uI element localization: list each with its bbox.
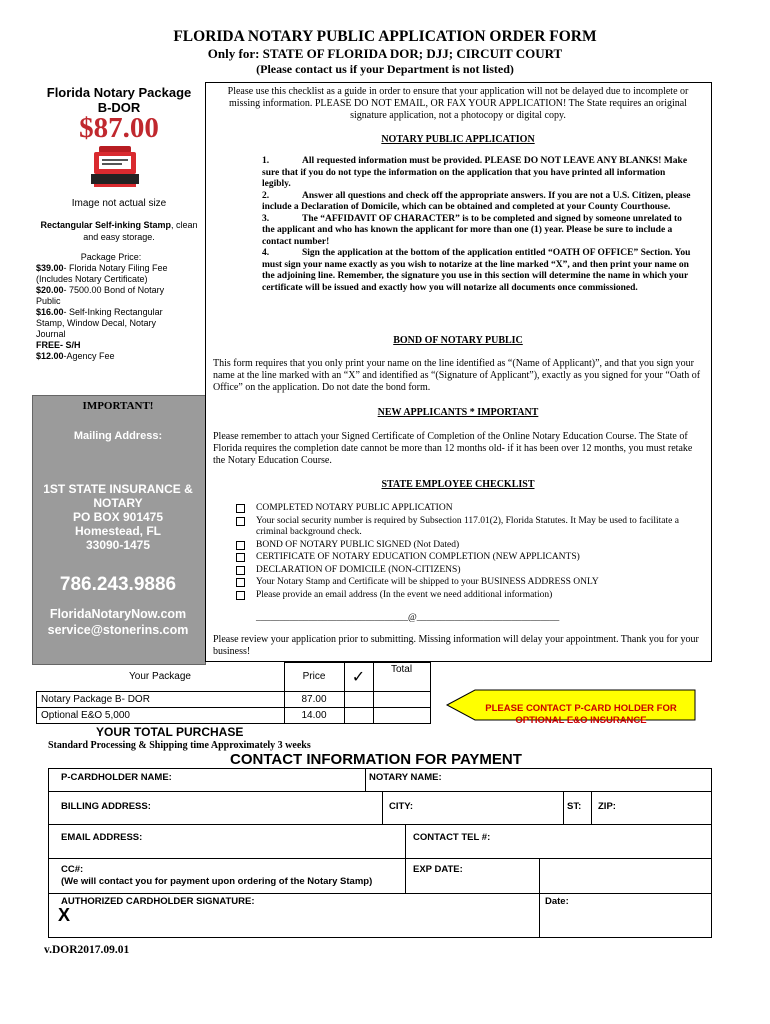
state-field[interactable]: ST:	[567, 801, 582, 812]
stamp-image	[90, 144, 140, 189]
agency-address-line1: PO BOX 901475	[72, 510, 164, 524]
agency-address	[32, 482, 204, 552]
exp-date-field[interactable]: EXP DATE:	[413, 864, 463, 875]
cc-note: (We will contact you for payment upon ordering of the Notary Stamp)	[61, 876, 373, 887]
total-purchase-label: YOUR TOTAL PURCHASE	[96, 725, 244, 739]
agency-phone[interactable]: 786.243.9886	[59, 574, 177, 595]
city-field[interactable]: CITY:	[389, 801, 414, 812]
table-row	[37, 707, 431, 723]
payment-grid	[48, 768, 712, 938]
stamp-description-bold: Rectangular Self-inking Stamp	[40, 220, 171, 230]
application-steps	[262, 156, 694, 294]
stamp-description	[34, 219, 204, 243]
checklist-item[interactable]: DECLARATION OF DOMICILE (NON-CITIZENS)	[234, 565, 694, 577]
cc-field[interactable]: CC#:	[61, 864, 84, 875]
form-subtitle: Only for: STATE OF FLORIDA DOR; DJJ; CIRCUIT COURT	[207, 46, 563, 61]
price-item: FREE- S/H	[36, 340, 81, 350]
contact-note: (Please contact us if your Department is not listed)	[256, 62, 514, 76]
agency-website[interactable]: FloridaNotaryNow.com	[49, 607, 187, 621]
row-total[interactable]	[373, 691, 430, 707]
step-item: 2. Answer all questions and check off the appropriate answers. If you are not a U.S. Citizen, please include a Declaration of Domicile, which can be obtained and completed at your County Courthouse.	[262, 190, 691, 212]
state-employee-checklist	[234, 503, 694, 602]
checklist-item[interactable]: BOND OF NOTARY PUBLIC SIGNED (Not Dated)	[234, 540, 694, 552]
row-check[interactable]	[344, 691, 373, 707]
stamp-description-rest: , clean and easy storage.	[83, 220, 198, 242]
row-price: 14.00	[284, 707, 344, 723]
version-label: v.DOR2017.09.01	[44, 944, 130, 956]
row-total[interactable]	[373, 707, 430, 723]
bond-heading: BOND OF NOTARY PUBLIC	[393, 335, 523, 346]
checkbox[interactable]	[236, 578, 245, 587]
closing-text: Please review your application prior to submitting. Missing information will delay your appointment. Thank you for your business!	[213, 634, 699, 657]
email-field[interactable]: EMAIL ADDRESS:	[61, 832, 143, 843]
shipping-note: Standard Processing & Shipping time Approximately 3 weeks	[48, 740, 311, 751]
package-title	[34, 85, 204, 115]
agency-address-line3: 33090-1475	[85, 538, 151, 552]
checkbox[interactable]	[236, 566, 245, 575]
step-item: 1. All requested information must be provided. PLEASE DO NOT LEAVE ANY BLANKS! Make sure that if you do not type the information on the application that you have printed all information legibly.	[262, 156, 688, 189]
package-price: $87.00	[79, 112, 159, 144]
checklist-item[interactable]: CERTIFICATE OF NOTARY EDUCATION COMPLETION (NEW APPLICANTS)	[234, 552, 694, 564]
checklist-item[interactable]: COMPLETED NOTARY PUBLIC APPLICATION	[234, 503, 694, 515]
table-row	[37, 691, 431, 707]
row-name: Optional E&O 5,000	[37, 707, 285, 723]
col-package: Your Package	[37, 663, 285, 692]
step-item: 4. Sign the application at the bottom of the application entitled “OATH OF OFFICE” Section. You must sign your name exactly as you wish to notarize at the line marked “X”, and then print your name on the adjoining line. Remember, the signature you use in this section will determine the name in which your certificate will be issued and exactly how you will notarize all documents once commissioned.	[262, 248, 691, 293]
date-field[interactable]: Date:	[545, 896, 569, 907]
bond-text: This form requires that you only print your name on the line identified as “(Name of Applicant)”, and that you sign your name at the line marked with an “X” and identified as “(Signature of Applicant”), exactly as you signed for your “Oath of Office” on the application. Do not date the bond form.	[213, 358, 701, 393]
signature-x-mark: X	[58, 905, 71, 925]
price-item: $12.00-Agency Fee	[36, 351, 115, 361]
row-check[interactable]	[344, 707, 373, 723]
signature-field[interactable]: AUTHORIZED CARDHOLDER SIGNATURE:	[61, 896, 255, 907]
billing-address-field[interactable]: BILLING ADDRESS:	[61, 801, 151, 812]
cardholder-name-field[interactable]: P-CARDHOLDER NAME:	[61, 772, 172, 783]
checklist-item[interactable]: Please provide an email address (In the event we need additional information)	[234, 590, 694, 602]
application-heading: NOTARY PUBLIC APPLICATION	[381, 134, 535, 145]
checkbox[interactable]	[236, 541, 245, 550]
step-item: 3. The “AFFIDAVIT OF CHARACTER” is to be completed and signed by someone unrelated to the applicant and who has known the applicant for more than one (1) year. Please be sure to include a contact number!	[262, 213, 682, 247]
checklist-heading: STATE EMPLOYEE CHECKLIST	[381, 479, 535, 490]
row-name: Notary Package B- DOR	[37, 691, 285, 707]
form-title: FLORIDA NOTARY PUBLIC APPLICATION ORDER FORM	[173, 28, 597, 45]
pcard-note: PLEASE CONTACT P-CARD HOLDER FOR OPTIONAL E&O INSURANCE	[485, 703, 677, 726]
payment-heading: CONTACT INFORMATION FOR PAYMENT	[230, 751, 522, 768]
order-table	[36, 662, 431, 724]
agency-email[interactable]: service@stonerins.com	[47, 623, 189, 637]
price-item: $39.00- Florida Notary Filing Fee (Includes Notary Certificate)	[36, 263, 168, 284]
col-price: Price	[284, 663, 344, 692]
image-note: Image not actual size	[71, 198, 167, 209]
zip-field[interactable]: ZIP:	[598, 801, 616, 812]
price-list	[36, 252, 186, 362]
row-price: 87.00	[284, 691, 344, 707]
col-total: Total	[373, 663, 430, 692]
agency-address-line2: Homestead, FL	[74, 524, 161, 538]
checkbox[interactable]	[236, 591, 245, 600]
agency-contact	[32, 606, 204, 638]
agency-name-line1: 1ST STATE INSURANCE &	[43, 482, 193, 496]
checklist-item[interactable]: Your Notary Stamp and Certificate will be shipped to your BUSINESS ADDRESS ONLY	[234, 577, 694, 589]
intro-text: Please use this checklist as a guide in order to ensure that your application will not be delayed due to incomplete or missing information. PLEASE DO NOT EMAIL, OR FAX YOUR APPLICATION! The State requires an original signature application, not a photocopy or digital copy.	[227, 86, 689, 121]
agency-name-line2: NOTARY	[93, 496, 143, 510]
contact-tel-field[interactable]: CONTACT TEL #:	[413, 832, 491, 843]
checkbox[interactable]	[236, 517, 245, 526]
price-item: $20.00- 7500.00 Bond of Notary Public	[36, 285, 165, 306]
checklist-item[interactable]: Your social security number is required by Subsection 117.01(2), Florida Statutes. It May be used to facilitate a criminal background check.	[234, 516, 694, 539]
new-applicants-heading: NEW APPLICANTS * IMPORTANT	[377, 407, 539, 418]
package-title-line2: B-DOR	[97, 100, 141, 115]
checkbox[interactable]	[236, 504, 245, 513]
important-label: IMPORTANT!	[82, 400, 154, 412]
email-line[interactable]: ________________________________@______________________________	[256, 613, 560, 623]
order-table-header	[37, 663, 431, 692]
price-list-header: Package Price:	[80, 252, 142, 262]
check-mark-icon: ✓	[344, 663, 373, 692]
checkbox[interactable]	[236, 553, 245, 562]
notary-name-field[interactable]: NOTARY NAME:	[369, 772, 442, 783]
package-title-line1: Florida Notary Package	[46, 85, 192, 100]
mailing-label: Mailing Address:	[73, 430, 163, 442]
new-applicants-text: Please remember to attach your Signed Certificate of Completion of the Online Notary Education Course. The State of Florida requires the completion date cannot be more than 12 months old- if it has been over 12 months, you must retake the Notary Education Course.	[213, 431, 693, 466]
price-item: $16.00- Self-Inking Rectangular Stamp, Window Decal, Notary Journal	[36, 307, 163, 339]
